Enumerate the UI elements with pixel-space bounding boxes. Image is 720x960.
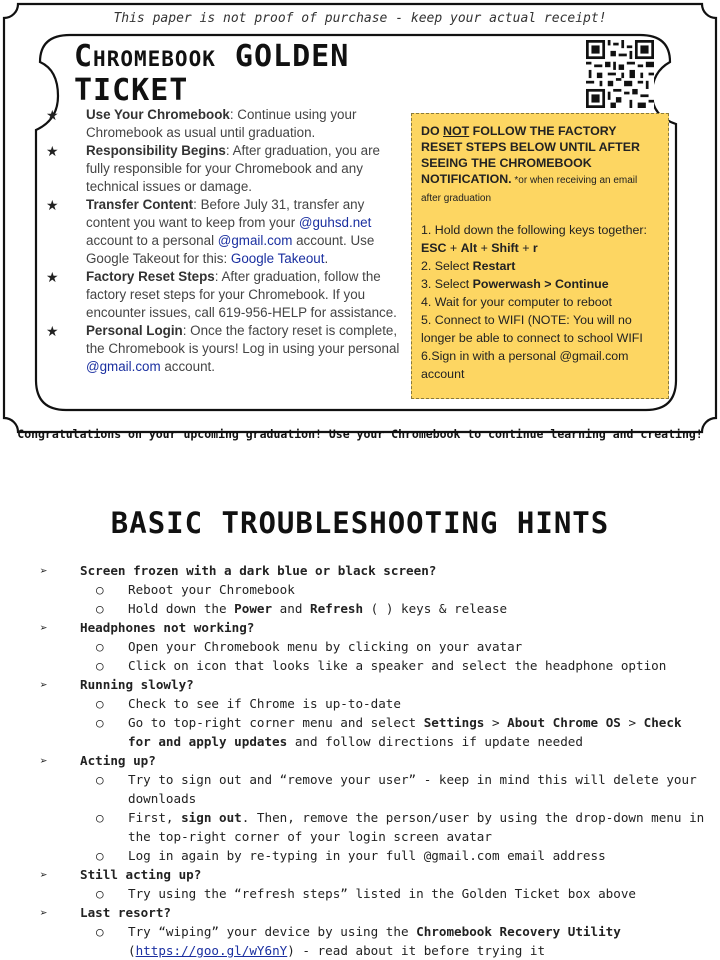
answer-text: Try using the “refresh steps” listed in the Golden Ticket box above: [128, 886, 636, 901]
answer-item: [40, 637, 710, 656]
answer-item: [40, 694, 710, 713]
circle-bullet-icon: ○: [96, 696, 104, 711]
answer-text: First,: [128, 810, 182, 825]
key-refresh: Refresh: [310, 601, 364, 616]
arrow-icon: ➢: [40, 867, 48, 882]
bullet-responsibility: [44, 142, 404, 196]
answer-item: [40, 884, 710, 903]
arrow-icon: ➢: [40, 905, 48, 920]
reset-steps: [421, 221, 659, 383]
factory-reset-note: [411, 113, 669, 399]
answer-item: [40, 846, 710, 865]
question-text: Acting up?: [80, 753, 156, 768]
circle-bullet-icon: ○: [96, 601, 104, 616]
gmail-domain-link[interactable]: @gmail.com: [86, 359, 161, 374]
receipt-disclaimer: This paper is not proof of purchase - keep your actual receipt!: [113, 11, 607, 26]
star-icon: ★: [46, 197, 59, 213]
answer-text: Log in again by re-typing in your full @gmail.com email address: [128, 848, 606, 863]
star-icon: ★: [46, 107, 59, 123]
reset-step-6: 6.Sign in with a personal @gmail.com account: [421, 349, 629, 381]
question-text: Still acting up?: [80, 867, 202, 882]
question-running-slowly: [40, 675, 710, 694]
answer-item: [40, 599, 710, 618]
reset-step-1: [421, 221, 659, 257]
bullet-text: : Once the factory reset is complete, the Chromebook is yours! Log in using your personal: [86, 323, 400, 356]
question-last-resort: [40, 903, 710, 922]
question-acting-up: [40, 751, 710, 770]
google-takeout-link[interactable]: Google Takeout: [230, 251, 325, 266]
plus: +: [518, 241, 533, 255]
reset-warning: [421, 123, 659, 207]
bullet-text: account. Use Google Takeout for this:: [86, 233, 375, 266]
sign-out-bold: sign out: [181, 810, 242, 825]
menu-settings: Settings: [423, 715, 485, 730]
question-text: Last resort?: [80, 905, 171, 920]
troubleshooting-list: [40, 561, 710, 960]
reset-step-4: 4. Wait for your computer to reboot: [421, 295, 612, 309]
answer-item: [40, 808, 710, 846]
qr-code-icon[interactable]: [586, 40, 654, 108]
bullet-text: account to a personal: [86, 233, 218, 248]
star-icon: ★: [46, 323, 59, 339]
star-icon: ★: [46, 143, 59, 159]
bullet-heading: Transfer Content: [86, 197, 194, 212]
key-r: r: [532, 241, 538, 255]
menu-about-chrome-os: About Chrome OS: [507, 715, 621, 730]
separator: >: [484, 715, 508, 730]
answer-item: [40, 770, 710, 808]
arrow-icon: ➢: [40, 753, 48, 768]
bullet-text: account.: [160, 359, 215, 374]
troubleshooting-title: BASIC TROUBLESHOOTING HINTS: [110, 506, 610, 540]
answer-text: ) - read about it before trying it: [287, 943, 546, 958]
circle-bullet-icon: ○: [96, 582, 104, 597]
warning-small: *or when receiving an email after graduation: [421, 175, 638, 204]
bullet-text: : After graduation, follow the factory reset steps for your Chromebook. If you encounter issues, call 619-956-HELP for assistance.: [86, 269, 397, 320]
answer-text: (: [128, 943, 136, 958]
bullet-text: : Before July 31, transfer any content you want to keep from your: [86, 197, 365, 230]
bullet-heading: Factory Reset Steps: [86, 269, 215, 284]
circle-bullet-icon: ○: [96, 658, 104, 673]
circle-bullet-icon: ○: [96, 810, 104, 825]
menu-check-updates: Check for and apply updates: [128, 715, 682, 749]
plus: +: [477, 241, 492, 255]
reset-step-5: 5. Connect to WIFI (NOTE: You will no longer be able to connect to school WIFI: [421, 313, 643, 345]
question-screen-frozen: [40, 561, 710, 580]
arrow-icon: ➢: [40, 620, 48, 635]
question-text: Running slowly?: [80, 677, 194, 692]
circle-bullet-icon: ○: [96, 639, 104, 654]
plus: +: [446, 241, 461, 255]
key-power: Power: [234, 601, 273, 616]
circle-bullet-icon: ○: [96, 715, 104, 730]
warning-not: NOT: [443, 124, 470, 138]
bullet-transfer-content: [44, 196, 404, 268]
step-text: 1. Hold down the following keys together:: [421, 223, 647, 237]
answer-text: Hold down the: [128, 601, 235, 616]
answer-text: . Then, remove the person/user by using the drop-down menu in the top-right corner of your login screen avatar: [128, 810, 705, 844]
key-shift: Shift: [491, 241, 519, 255]
reset-step-2: [421, 257, 659, 275]
step-text: 2. Select: [421, 259, 473, 273]
warning-text: DO: [421, 124, 444, 138]
key-esc: ESC: [421, 241, 447, 255]
answer-text: and: [272, 601, 310, 616]
recovery-utility-bold: Chromebook Recovery Utility: [416, 924, 621, 939]
bullet-factory-reset: [44, 268, 404, 322]
bullet-use-chromebook: [44, 106, 404, 142]
arrow-icon: ➢: [40, 563, 48, 578]
ticket-title: [74, 40, 494, 108]
question-headphones: [40, 618, 710, 637]
guhsd-domain-link[interactable]: @guhsd.net: [298, 215, 372, 230]
ticket-bullet-list: [44, 106, 404, 376]
circle-bullet-icon: ○: [96, 886, 104, 901]
answer-text: Go to top-right corner menu and select: [128, 715, 424, 730]
separator: >: [620, 715, 644, 730]
bullet-text: : Continue using your Chromebook as usual until graduation.: [86, 107, 357, 140]
recovery-utility-link[interactable]: https://goo.gl/wY6nY: [135, 943, 288, 958]
star-icon: ★: [46, 269, 59, 285]
answer-text: Try “wiping” your device by using the: [128, 924, 417, 939]
answer-item: [40, 713, 710, 751]
gmail-domain-link[interactable]: @gmail.com: [217, 233, 293, 248]
ticket-title-line2: TICKET: [74, 73, 189, 108]
warning-text: FOLLOW THE FACTORY RESET STEPS BELOW UNTIL AFTER SEEING THE CHROMEBOOK NOTIFICATION.: [421, 124, 640, 186]
circle-bullet-icon: ○: [96, 848, 104, 863]
arrow-icon: ➢: [40, 677, 48, 692]
answer-text: Check to see if Chrome is up-to-date: [128, 696, 401, 711]
bullet-heading: Responsibility Begins: [86, 143, 226, 158]
ticket-title-line1: Chromebook GOLDEN: [74, 39, 350, 74]
bullet-heading: Use Your Chromebook: [86, 107, 230, 122]
answer-text: and follow directions if update needed: [287, 734, 583, 749]
bullet-personal-login: [44, 322, 404, 376]
answer-text: ( ) keys & release: [363, 601, 508, 616]
key-alt: Alt: [460, 241, 478, 255]
answer-item: [40, 580, 710, 599]
answer-text: Try to sign out and “remove your user” - keep in mind this will delete your downloads: [128, 772, 697, 806]
question-still-acting-up: [40, 865, 710, 884]
answer-text: Click on icon that looks like a speaker and select the headphone option: [128, 658, 667, 673]
congratulations-footer: Congratulations on your upcoming graduation! Use your Chromebook to continue learning and creating!: [17, 427, 703, 441]
answer-item: [40, 922, 710, 960]
step-bold: Powerwash > Continue: [472, 277, 609, 291]
bullet-heading: Personal Login: [86, 323, 183, 338]
question-text: Screen frozen with a dark blue or black screen?: [80, 563, 437, 578]
step-bold: Restart: [472, 259, 516, 273]
bullet-text: .: [324, 251, 329, 266]
circle-bullet-icon: ○: [96, 772, 104, 787]
answer-text: Open your Chromebook menu by clicking on your avatar: [128, 639, 523, 654]
question-text: Headphones not working?: [80, 620, 255, 635]
step-text: 3. Select: [421, 277, 473, 291]
circle-bullet-icon: ○: [96, 924, 104, 939]
answer-item: [40, 656, 710, 675]
answer-text: Reboot your Chromebook: [128, 582, 295, 597]
bullet-text: : After graduation, you are fully responsible for your Chromebook and any technical issues or damage.: [86, 143, 380, 194]
reset-step-3: [421, 275, 659, 293]
